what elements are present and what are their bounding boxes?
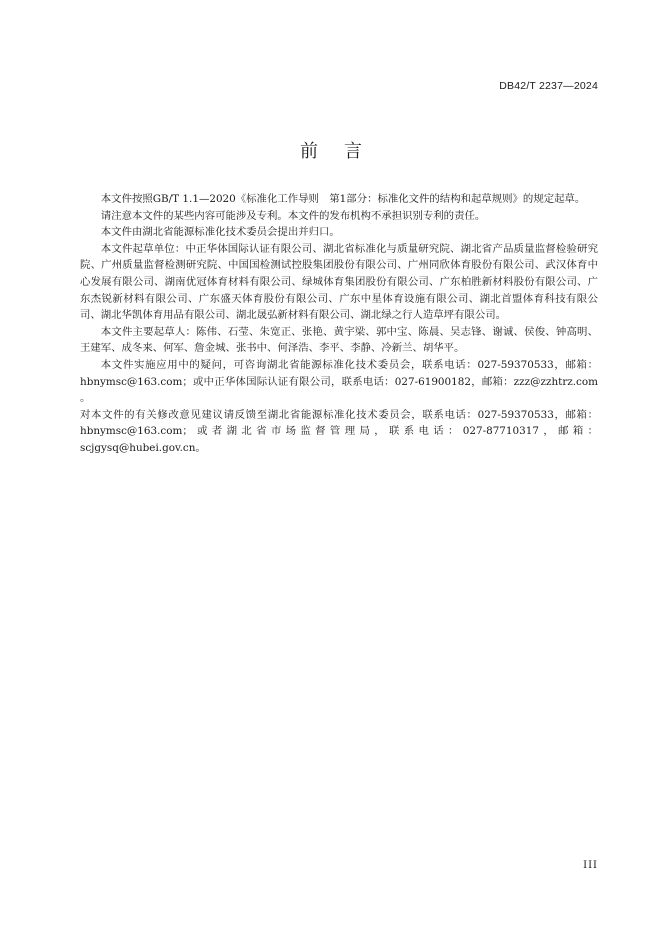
paragraph-patent-notice: 请注意本文件的某些内容可能涉及专利。本文件的发布机构不承担识别专利的责任。 <box>100 209 486 222</box>
document-body <box>80 191 598 457</box>
page-number: III <box>583 860 598 871</box>
page-title: 前言 <box>300 141 388 162</box>
paragraph-proposer: 本文件由湖北省能源标准化技术委员会提出并归口。 <box>100 226 340 239</box>
paragraph-drafters: 本文件主要起草人：陈伟、石莹、朱宽正、张艳、黄宇梁、郭中宝、陈晨、吴志锋、谢诚、侯俊、钟高明、王建军、成冬来、何军、詹金城、张书中、何泽浩、李平、李静、冷新兰、胡华平。 <box>80 325 598 355</box>
paragraph-drafting-units: 本文件起草单位：中正华体国际认证有限公司、湖北省标准化与质量研究院、湖北省产品质量监督检验研究院、广州质量监督检测研究院、中国国检测试控股集团股份有限公司、广州同欣体育股份有限公司、武汉体育中心发展有限公司、湖南优冠体育材料有限公司、绿城体育集团股份有限公司、广东柏胜新材料股份有限公司、广东杰锐新材料有限公司、广东盛天体育股份有限公司、广东中星体育设施有限公司、湖北首盟体育科技有限公司、湖北华凯体育用品有限公司、湖北晟弘新材料有限公司、湖北绿之行人造草坪有限公司。 <box>80 242 598 322</box>
paragraph-drafting-rules: 本文件按照GB/T 1.1—2020《标准化工作导则 第1部分：标准化文件的结构和起草规则》的规定起草。 <box>100 193 586 205</box>
paragraph-feedback: 对本文件的有关修改意见建议请反馈至湖北省能源标准化技术委员会，联系电话：027-59370533，邮箱：hbnymsc@163.com；或者湖北省市场监督管理局，联系电话：027-87710317，邮箱：scjgysq@hubei.gov.cn。 <box>80 408 598 454</box>
paragraph-contact: 本文件实施应用中的疑问，可咨询湖北省能源标准化技术委员会，联系电话：027-59370533，邮箱：hbnymsc@163.com；或中正华体国际认证有限公司，联系电话：027-61900182，邮箱：zzz@zzhtrz.com 。 <box>80 358 598 405</box>
document-code: DB42/T 2237—2024 <box>499 80 598 92</box>
